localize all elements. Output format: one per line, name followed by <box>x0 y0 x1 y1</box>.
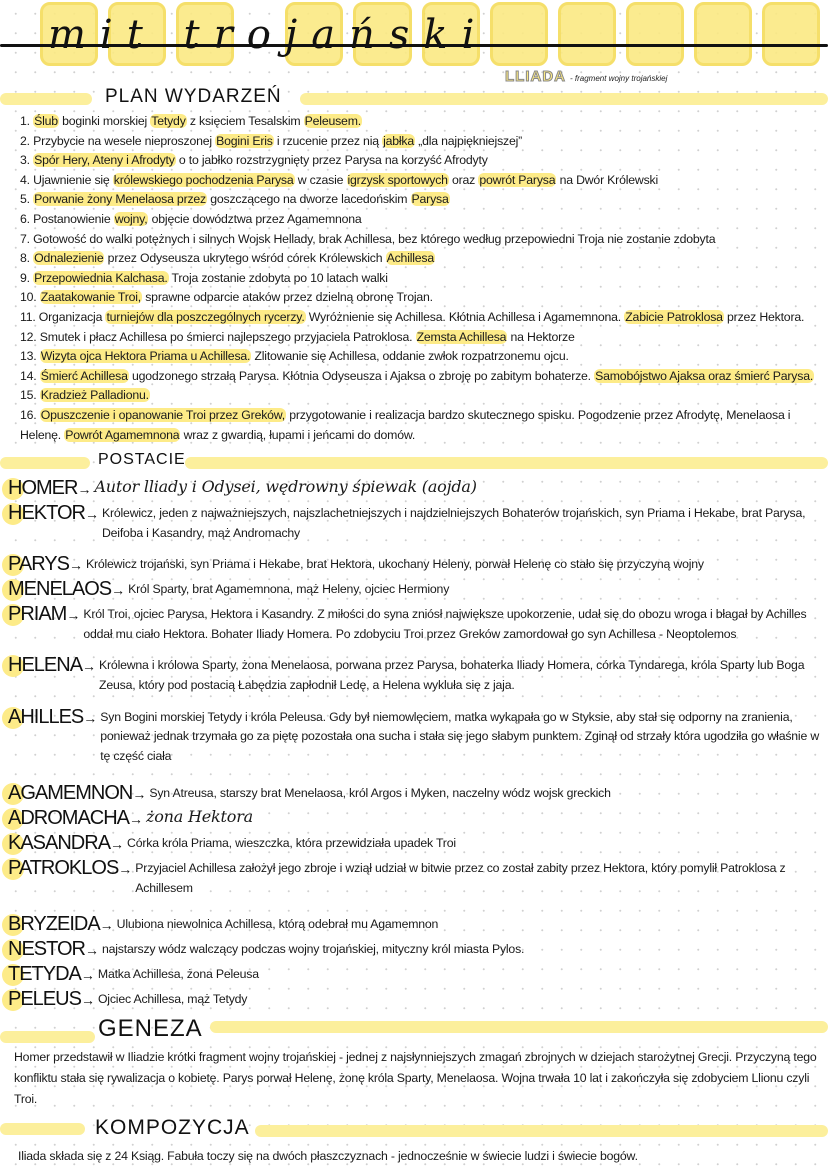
character-row <box>8 832 828 855</box>
plan-text: oraz <box>448 172 479 187</box>
plan-text: w czasie <box>294 172 347 187</box>
arrow-icon: → <box>84 941 98 958</box>
arrow-icon: → <box>83 709 97 726</box>
character-description: Ojciec Achillesa, mąż Tetydy <box>97 991 248 1006</box>
section-bar <box>0 1031 95 1043</box>
highlighted-text: królewskiego pochodzenia Parysa <box>113 172 294 187</box>
character-name-label: MENELAOS <box>8 578 112 601</box>
character-name <box>8 938 102 961</box>
arrow-icon: → <box>118 861 132 878</box>
character-name <box>8 913 117 936</box>
plan-item <box>20 171 820 191</box>
character-row <box>8 857 828 898</box>
plan-text: boginki morskiej <box>58 114 151 128</box>
arrow-icon: → <box>66 607 80 624</box>
character-name-label: BRYZEIDA <box>8 912 100 935</box>
highlighted-text: Ślub <box>34 114 58 128</box>
character-description: Przyjaciel Achillesa założył jego zbroje i wziął udział w bitwie przez co został zabity przez Hektora, który pomylił Patroklosa z Achillesem <box>135 861 786 896</box>
character-name <box>8 832 127 855</box>
plan-item <box>20 249 820 269</box>
plan-text: 14. <box>20 368 40 383</box>
arrow-icon: → <box>80 966 94 983</box>
character-row <box>8 807 828 830</box>
highlighted-text: Parysa <box>411 192 449 207</box>
character-name-label: PARYS <box>8 553 69 576</box>
section-bar <box>0 93 92 105</box>
highlighted-text: Odnalezienie <box>34 251 104 266</box>
section-bar <box>255 1125 828 1137</box>
arrow-icon: → <box>68 557 82 574</box>
plan-text: objęcie dowództwa przez Agamemnona <box>148 211 362 226</box>
plan-text: na Dwór Królewski <box>556 172 658 187</box>
plan-item <box>20 328 820 348</box>
character-name-label: PRIAM <box>8 603 67 626</box>
plan-text: przez Odyseusza ukrytego wśród córek Królewskich <box>104 251 386 266</box>
highlighted-text: Opuszczenie i opanowanie Troi przez Greków, <box>40 407 286 422</box>
arrow-icon: → <box>129 811 143 828</box>
highlighted-text: powrót Parysa <box>479 172 556 187</box>
subtitle-label: LLIADA <box>505 68 566 85</box>
character-name <box>8 578 128 601</box>
arrow-icon: → <box>77 481 91 498</box>
character-row <box>8 988 828 1011</box>
plan-text: przez Hektora. <box>723 309 805 324</box>
character-description: Król Sparty, brat Agamemnona, mąż Heleny, ojciec Hermiony <box>128 582 450 597</box>
plan-text: 11. Organizacja <box>20 309 106 324</box>
character-name-label: KASANDRA <box>8 832 111 855</box>
character-description: Syn Atreusa, starszy brat Menelaosa, król Argos i Myken, naczelny wódz wojsk greckich <box>149 786 611 801</box>
section-bar <box>0 457 90 469</box>
character-description: Autor lliady i Odysei, wędrowny śpiewak (aojda) <box>94 477 477 497</box>
character-description: Królewna i królowa Sparty, żona Menelaosa, porwana przez Parysa, bohaterka Iliady Homera, córka Tyndarega, króla Sparty lub Boga Zeusa, który pod postacią Łabędzia zapłodnił Ledę, a Helena wykluła się z jaja. <box>99 658 805 693</box>
plan-text: 1. <box>20 114 34 128</box>
arrow-icon: → <box>110 836 124 853</box>
character-row <box>8 706 828 767</box>
character-description: najstarszy wódz walczący podczas wojny trojańskiej, mityczny król miasta Pylos. <box>101 941 525 956</box>
highlighted-text: Zaatakowanie Troi, <box>40 290 142 305</box>
character-name-label: AHILLES <box>8 705 84 728</box>
plan-text: na Hektorze <box>507 329 575 344</box>
plan-item <box>20 210 820 230</box>
highlighted-text: Porwanie żony Menelaosa przez <box>34 192 206 207</box>
character-name <box>8 782 149 805</box>
character-name-label: HOMER <box>8 477 78 500</box>
arrow-icon: → <box>80 991 94 1008</box>
plan-list <box>20 112 820 445</box>
highlighted-text: igrzysk sportowych <box>347 172 448 187</box>
highlighted-text: turniejów dla poszczególnych rycerzy. <box>106 309 305 324</box>
character-description: Syn Bogini morskiej Tetydy i króla Peleusa. Gdy był niemowlęciem, matka wykąpała go w Styksie, aby stał się odporny na zranienia, ponieważ jednak trzymała go za piętę pozostała ona sucha i stała się jego słabym punktem. Zginął od strzały która ugodziła go właśnie w tę część ciała <box>100 709 819 763</box>
plan-item <box>20 151 820 171</box>
plan-text: 3. <box>20 153 34 168</box>
kompozycja-heading: KOMPOZYCJA <box>95 1115 250 1139</box>
character-name <box>8 963 98 986</box>
plan-text: 8. <box>20 251 34 266</box>
character-description: Matka Achillesa, żona Peleusa <box>97 966 259 981</box>
plan-text: Troja zostanie zdobyta po 10 latach walki <box>168 270 388 285</box>
plan-text: 5. <box>20 192 34 207</box>
character-description: żona Hektora <box>146 807 253 827</box>
plan-text: Zlitowanie się Achillesa, oddanie zwłok rozpatrzonemu ojcu. <box>251 349 569 364</box>
geneza-heading: GENEZA <box>98 1014 203 1042</box>
plan-item <box>20 367 820 387</box>
character-name <box>8 857 135 880</box>
character-name <box>8 603 83 626</box>
highlighted-text: Powrót Agamemnona <box>65 427 180 442</box>
plan-text: 12. Smutek i płacz Achillesa po śmierci najlepszego przyjaciela Patroklosa. <box>20 329 416 344</box>
character-name <box>8 654 99 677</box>
character-name-label: HELENA <box>8 654 83 677</box>
plan-text: 16. <box>20 407 40 422</box>
character-name-label: HEKTOR <box>8 502 85 525</box>
character-description: Król Troi, ojciec Parysa, Hektora i Kasandry. Z miłości do syna zniósł największe upokorzenie, udał się do obozu wroga i błagał by Achilles oddał mu ciało Hektora. Bohater Iliady Homera. Po zdobyciu Troi przez Greków zamordował go syn Achillesa - Neoptolemos <box>83 607 807 641</box>
highlighted-text: Tetydy <box>151 114 186 128</box>
highlighted-text: Peleusem. <box>304 114 361 128</box>
highlighted-text: Zemsta Achillesa <box>416 329 507 344</box>
section-bar <box>300 93 828 105</box>
plan-item <box>20 230 820 250</box>
character-name-label: AGAMEMNON <box>8 782 133 805</box>
highlighted-text: Bogini Eris <box>216 133 273 148</box>
plan-item <box>20 288 820 308</box>
character-name <box>8 477 94 500</box>
character-row <box>8 553 828 576</box>
highlighted-text: Samobójstwo Ajaksa oraz śmierć Parysa. <box>595 368 814 383</box>
page-title: mit trojański <box>48 12 489 58</box>
characters-list <box>8 477 828 1011</box>
character-name <box>8 553 86 576</box>
plan-text: ugodzonego strzałą Parysa. Kłótnia Odyseusza i Ajaksa o zbroję po zabitym bohaterze. <box>128 368 595 383</box>
subtitle <box>505 68 667 85</box>
page-header <box>0 0 828 86</box>
characters-heading: POSTACIE <box>98 451 186 469</box>
kompozycja-text: Iliada składa się z 24 Ksiąg. Fabuła toczy się na dwóch płaszczyznach - jednocześnie w świecie ludzi i świecie bogów. <box>18 1148 638 1163</box>
plan-item <box>20 190 820 210</box>
plan-text: wraz z gwardią, łupami i jeńcami do domów. <box>180 427 416 442</box>
plan-text: i rzucenie przez nią <box>273 133 383 148</box>
character-name <box>8 502 102 525</box>
geneza-text: Homer przedstawił w Iliadzie krótki fragment wojny trojańskiej - jednej z najsłynniejszych zmagań zbrojnych w dziejach starożytnej Grecji. Przyczyną tego konfliktu stała się rywalizacja o kobietę. Parys porwał Helenę, żonę króla Sparty, Menelaosa. Wojna trwała 10 lat i zakończyła się zdobyciem Llionu czyli Troi. <box>14 1049 817 1106</box>
character-row <box>8 963 828 986</box>
plan-text: Wyróżnienie się Achillesa. Kłótnia Achillesa i Agamemnona. <box>305 309 625 324</box>
character-row <box>8 938 828 961</box>
character-name-label: NESTOR <box>8 937 85 960</box>
subtitle-text: - fragment wojny trojańskiej <box>570 74 668 83</box>
plan-item <box>20 132 820 152</box>
plan-text: 7. Gotowość do walki potężnych i silnych Wojsk Hellady, brak Achillesa, bez którego według przepowiedni Troja nie zostanie zdobyta <box>20 231 716 246</box>
arrow-icon: → <box>82 658 96 675</box>
character-row <box>8 603 828 644</box>
character-description: Ulubiona niewolnica Achillesa, którą odebrał mu Agamemnon <box>116 916 439 931</box>
character-row <box>8 502 828 543</box>
character-row <box>8 578 828 601</box>
plan-text: 6. Postanowienie <box>20 211 114 226</box>
character-name-label: PELEUS <box>8 987 81 1010</box>
arrow-icon: → <box>132 786 146 803</box>
character-row <box>8 782 828 805</box>
plan-item <box>20 406 820 445</box>
plan-text: 10. <box>20 290 40 305</box>
plan-item <box>20 269 820 289</box>
plan-text: o to jabłko rozstrzygnięty przez Parysa na korzyść Afrodyty <box>175 153 488 168</box>
highlighted-text: jabłka <box>383 133 415 148</box>
section-bar <box>185 457 828 469</box>
kompozycja-section-header <box>0 1116 828 1146</box>
plan-text: 15. <box>20 388 40 403</box>
character-description: Królewicz, jeden z najważniejszych, najszlachetniejszych i najdzielniejszych Bohaterów trojańskich, syn Priama i Hekabe, brat Parysa, Deifoba i Kasandry, mąż Andromachy <box>101 506 806 540</box>
highlighted-text: Wizyta ojca Hektora Priama u Achillesa. <box>40 349 251 364</box>
section-bar <box>0 1123 85 1135</box>
plan-text: przygotowanie i realizacja bardzo skutecznego spisku. Pogodzenie przez Afrodytę, Menelaosa i Helenę. <box>20 407 791 442</box>
character-name <box>8 807 146 830</box>
plan-item <box>20 386 820 406</box>
plan-text: „dla najpiękniejszej” <box>415 133 523 148</box>
arrow-icon: → <box>111 582 125 599</box>
plan-text: z księciem Tesalskim <box>186 114 304 128</box>
plan-text: 2. Przybycie na wesele nieproszonej <box>20 133 216 148</box>
character-description: Królewicz trojański, syn Priama i Hekabe, brat Hektora, ukochany Heleny, porwał Helenę co stało się przyczyną wojny <box>85 557 704 572</box>
character-row <box>8 913 828 936</box>
character-name <box>8 706 100 729</box>
plan-heading: PLAN WYDARZEŃ <box>105 86 282 107</box>
arrow-icon: → <box>84 506 98 523</box>
plan-text: sprawne odparcie ataków przez dzielną obronę Trojan. <box>142 290 433 305</box>
character-name <box>8 988 98 1011</box>
highlighted-text: Zabicie Patroklosa <box>625 309 723 324</box>
character-name-label: ADROMACHA <box>8 807 130 830</box>
highlighted-text: Kradzież Palladionu. <box>40 388 149 403</box>
characters-section-header <box>0 449 828 475</box>
section-bar <box>210 1021 828 1033</box>
plan-item <box>20 347 820 367</box>
highlighted-text: wojny, <box>114 211 148 226</box>
character-row <box>8 477 828 500</box>
character-row <box>8 654 828 695</box>
plan-item <box>20 308 820 328</box>
highlighted-text: Achillesa <box>386 251 435 266</box>
plan-text: goszczącego na dworze lacedońskim <box>207 192 411 207</box>
character-name-label: PATROKLOS <box>8 857 119 880</box>
character-description: Córka króla Priama, wieszczka, która przewidziała upadek Troi <box>127 836 456 851</box>
geneza-section-header <box>0 1015 828 1047</box>
plan-text: 13. <box>20 349 40 364</box>
arrow-icon: → <box>99 916 113 933</box>
plan-item <box>20 112 820 132</box>
highlighted-text: Spór Hery, Ateny i Afrodyty <box>34 153 175 168</box>
plan-section-header <box>0 86 828 112</box>
highlighted-text: Śmierć Achillesa <box>40 368 128 383</box>
character-name-label: TETYDA <box>8 962 81 985</box>
highlighted-text: Przepowiednia Kalchasa. <box>34 270 168 285</box>
plan-text: 4. Ujawnienie się <box>20 172 113 187</box>
plan-text: 9. <box>20 270 34 285</box>
